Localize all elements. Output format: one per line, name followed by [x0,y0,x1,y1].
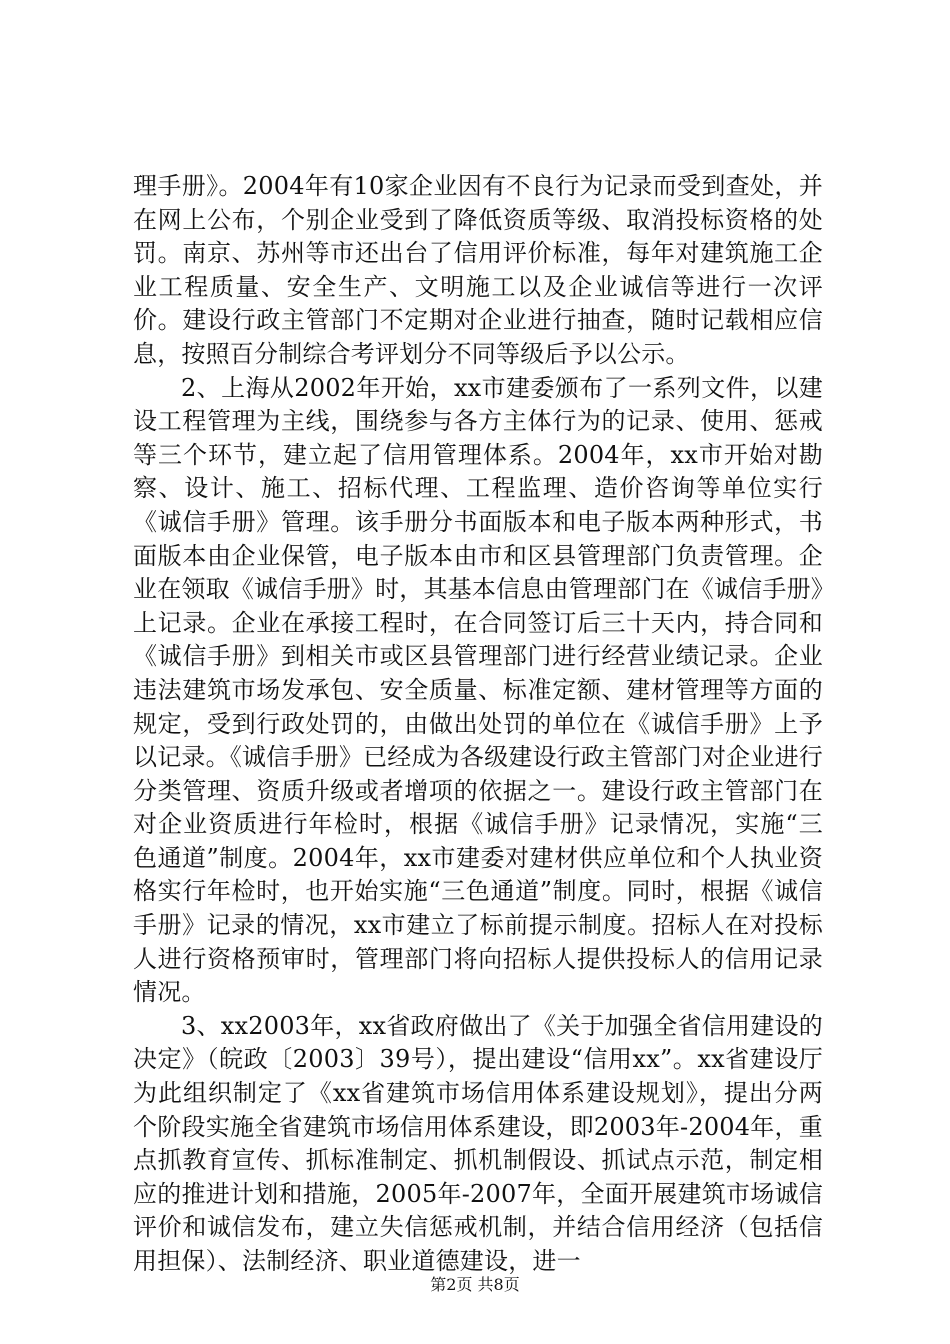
paragraph-province: 3、xx2003年，xx省政府做出了《关于加强全省信用建设的决定》（皖政〔2003〕39号），提出建设“信用xx”。xx省建设厅为此组织制定了《xx省建筑市场信用体系建设规划》，提出分两个阶段实施全省建筑市场信用体系建设，即2003年-2004年，重点抓教育宣传、抓标准制定、抓机制假设、抓试点示范，制定相应的推进计划和措施，2005年-2007年，全面开展建筑市场诚信评价和诚信发布，建立失信惩戒机制，并结合信用经济（包括信用担保）、法制经济、职业道德建设，进一 [133,1011,823,1275]
document-body [133,170,823,1279]
page-footer: 第2页 共8页 [430,1275,520,1294]
paragraph-continuation: 理手册》。2004年有10家企业因有不良行为记录而受到查处，并在网上公布，个别企业受到了降低资质等级、取消投标资格的处罚。南京、苏州等市还出台了信用评价标准，每年对建筑施工企业工程质量、安全生产、文明施工以及企业诚信等进行一次评价。建设行政主管部门不定期对企业进行抽查，随时记载相应信息，按照百分制综合考评划分不同等级后予以公示。 [133,172,823,368]
paragraph-shanghai: 2、上海从2002年开始，xx市建委颁布了一系列文件，以建设工程管理为主线，围绕参与各方主体行为的记录、使用、惩戒等三个环节，建立起了信用管理体系。2004年，xx市开始对勘察、设计、施工、招标代理、工程监理、造价咨询等单位实行《诚信手册》管理。该手册分书面版本和电子版本两种形式，书面版本由企业保管，电子版本由市和区县管理部门负责管理。企业在领取《诚信手册》时，其基本信息由管理部门在《诚信手册》上记录。企业在承接工程时，在合同签订后三十天内，持合同和《诚信手册》到相关市或区县管理部门进行经营业绩记录。企业违法建筑市场发承包、安全质量、标准定额、建材管理等方面的规定，受到行政处罚的，由做出处罚的单位在《诚信手册》上予以记录。《诚信手册》已经成为各级建设行政主管部门对企业进行分类管理、资质升级或者增项的依据之一。建设行政主管部门在对企业资质进行年检时，根据《诚信手册》记录情况，实施“三色通道”制度。2004年，xx市建委对建材供应单位和个人执业资格实行年检时，也开始实施“三色通道”制度。同时，根据《诚信手册》记录的情况，xx市建立了标前提示制度。招标人在对投标人进行资格预审时，管理部门将向招标人提供投标人的信用记录情况。 [133,373,823,1007]
